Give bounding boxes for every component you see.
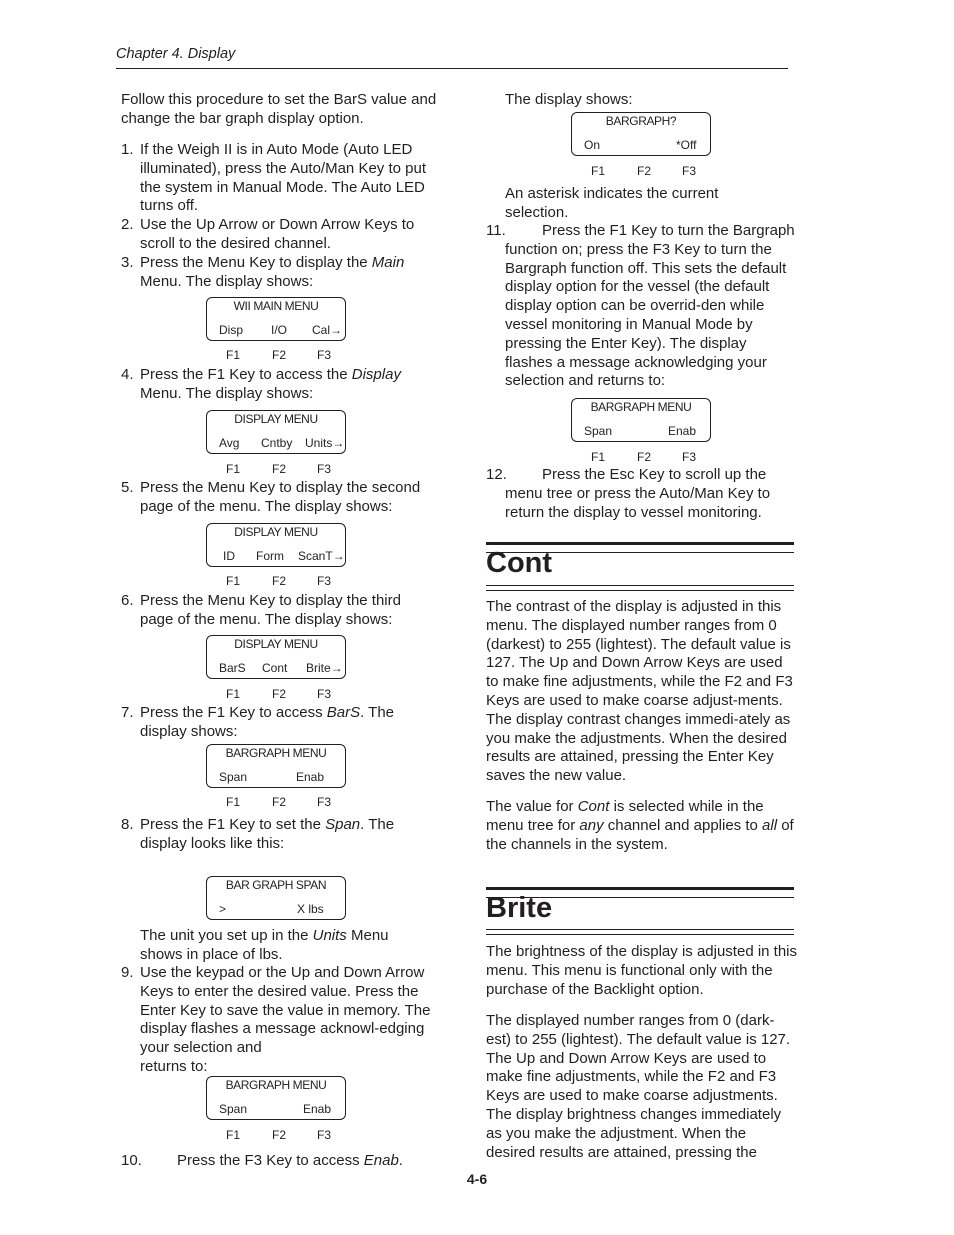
lcd-title: BARGRAPH MENU	[225, 1078, 327, 1092]
f1-label: F1	[591, 164, 606, 178]
f1-label: F1	[226, 687, 241, 701]
step-text: Use the Up Arrow or Down Arrow Keys to scroll to the desired channel.	[140, 216, 415, 252]
lcd-title: BARGRAPH MENU	[590, 400, 692, 414]
step-text: Press the Menu Key to display the second page of the menu. The display shows:	[140, 479, 421, 515]
f3-label: F3	[317, 348, 332, 362]
lcd-title: BARGRAPH?	[605, 114, 677, 128]
f2-label: F2	[272, 1128, 287, 1142]
f2-label: F2	[272, 574, 287, 588]
arrow-right-icon: →	[332, 436, 345, 450]
f3-label: F3	[317, 795, 332, 809]
step-number: 10.	[121, 1152, 142, 1169]
step-number: 9.	[121, 964, 134, 981]
running-header: Chapter 4. Display	[116, 46, 236, 62]
f1-label: F1	[226, 348, 241, 362]
arrow-right-icon: →	[330, 323, 343, 337]
step-number: 4.	[121, 366, 134, 383]
section-title-cont: Cont	[486, 547, 553, 579]
step-text: Press the Menu Key to display the Main Menu. The display shows:	[140, 254, 405, 290]
f1-label: F1	[226, 1128, 241, 1142]
f3-label: F3	[682, 164, 697, 178]
lcd-bargraph-menu-1: BARGRAPH MENU Span Enab	[206, 744, 346, 788]
lcd-bar-graph-span: BAR GRAPH SPAN > X lbs	[206, 876, 346, 920]
f2-label: F2	[272, 462, 287, 476]
arrow-right-icon: →	[330, 661, 343, 675]
f3-label: F3	[317, 574, 332, 588]
header-rule	[116, 68, 788, 69]
step-text: Press the F3 Key to access Enab.	[177, 1152, 403, 1169]
lcd-display-menu-3: DISPLAY MENU BarS Cont Brite→	[206, 635, 346, 679]
cont-paragraph-2: The value for Cont is selected while in the menu tree for any channel and applies to all of the channels in the system.	[486, 798, 794, 853]
f2-label: F2	[637, 164, 652, 178]
f3-label: F3	[317, 687, 332, 701]
section-rule-bottom	[486, 585, 794, 591]
f1-label: F1	[591, 450, 606, 464]
lcd-title: BAR GRAPH SPAN	[225, 878, 327, 892]
step-number: 5.	[121, 479, 134, 496]
display-shows-text: The display shows:	[505, 91, 633, 108]
step-number: 3.	[121, 254, 134, 271]
step-text: Press the F1 Key to set the Span. The display looks like this:	[140, 816, 395, 852]
step-number: 1.	[121, 141, 134, 158]
step-text: Press the Esc Key to scroll up the menu tree or press the Auto/Man Key to return the display to vessel monitoring.	[505, 466, 771, 521]
f2-label: F2	[272, 795, 287, 809]
lcd-title: DISPLAY MENU	[234, 525, 318, 539]
page-number: 4-6	[466, 1171, 488, 1187]
step-text: Press the F1 Key to turn the Bargraph function on; press the F3 Key to turn the Bargraph function off. This sets the default display option for the vessel (the default display option can be overrid-den while vessel monitoring in Manual Mode by pressing the Enter Key). The display flashes a message acknowledging your selection and returns to:	[505, 222, 795, 390]
step-number: 12.	[486, 466, 507, 483]
step-number: 2.	[121, 216, 134, 233]
section-rule-bottom	[486, 929, 794, 935]
step-text: Use the keypad or the Up and Down Arrow Keys to enter the desired value. Press the Enter Key to save the value in memory. The display flashes a message acknowl-edging your selection and returns to:	[140, 964, 431, 1075]
lcd-bargraph-question: BARGRAPH? On *Off	[571, 112, 711, 156]
lcd-display-menu-1: DISPLAY MENU Avg Cntby Units→	[206, 410, 346, 454]
lcd-bargraph-menu-2: BARGRAPH MENU Span Enab	[206, 1076, 346, 1120]
intro-paragraph: Follow this procedure to set the BarS value and change the bar graph display option.	[121, 91, 437, 127]
lcd-title: DISPLAY MENU	[234, 412, 318, 426]
step-text: If the Weigh II is in Auto Mode (Auto LED illuminated), press the Auto/Man Key to put the system in Manual Mode. The Auto LED turns off.	[140, 141, 426, 215]
lcd-title: WII MAIN MENU	[233, 299, 319, 313]
lcd-title: BARGRAPH MENU	[225, 746, 327, 760]
f1-label: F1	[226, 574, 241, 588]
step-text: Press the F1 Key to access BarS. The display shows:	[140, 704, 395, 740]
step-8-note: The unit you set up in the Units Menu shows in place of lbs.	[140, 927, 389, 963]
arrow-right-icon: →	[332, 549, 345, 563]
step-text: Press the Menu Key to display the third page of the menu. The display shows:	[140, 592, 401, 628]
lcd-bargraph-menu-3: BARGRAPH MENU Span Enab	[571, 398, 711, 442]
brite-paragraph-1: The brightness of the display is adjusted in this menu. This menu is functional only with the purchase of the Backlight option.	[486, 943, 798, 998]
lcd-title: DISPLAY MENU	[234, 637, 318, 651]
f3-label: F3	[682, 450, 697, 464]
f1-label: F1	[226, 795, 241, 809]
lcd-display-menu-2: DISPLAY MENU ID Form ScanT→	[206, 523, 346, 567]
f3-label: F3	[317, 1128, 332, 1142]
step-number: 7.	[121, 704, 134, 721]
step-number: 6.	[121, 592, 134, 609]
f2-label: F2	[637, 450, 652, 464]
step-number: 11.	[486, 222, 506, 239]
f3-label: F3	[317, 462, 332, 476]
step-text: Press the F1 Key to access the Display Menu. The display shows:	[140, 366, 401, 402]
f2-label: F2	[272, 348, 287, 362]
lcd-display-main-menu: WII MAIN MENU Disp I/O Cal→	[206, 297, 346, 341]
cont-paragraph-1: The contrast of the display is adjusted in this menu. The displayed number ranges from 0 (darkest) to 255 (lightest). The default value is 127. The Up and Down Arrow Keys are used to make fine adjustments, while the F2 and F3 Keys are used to make coarse adjust-ments. The display contrast changes immedi-ately as you make the adjustments. When the desired results are attained, pressing the Enter Key saves the new value.	[486, 598, 793, 785]
section-title-brite: Brite	[486, 892, 553, 924]
brite-paragraph-2: The displayed number ranges from 0 (dark-est) to 255 (lightest). The default value is 127. The Up and Down Arrow Keys are used to make fine adjustments, while the F2 and F3 Keys are used to make coarse adjustments. The display brightness changes immediately as you make the adjustment. When the desired results are attained, pressing the	[486, 1012, 791, 1161]
step-number: 8.	[121, 816, 134, 833]
asterisk-note: An asterisk indicates the current selection.	[505, 185, 719, 221]
f2-label: F2	[272, 687, 287, 701]
f1-label: F1	[226, 462, 241, 476]
